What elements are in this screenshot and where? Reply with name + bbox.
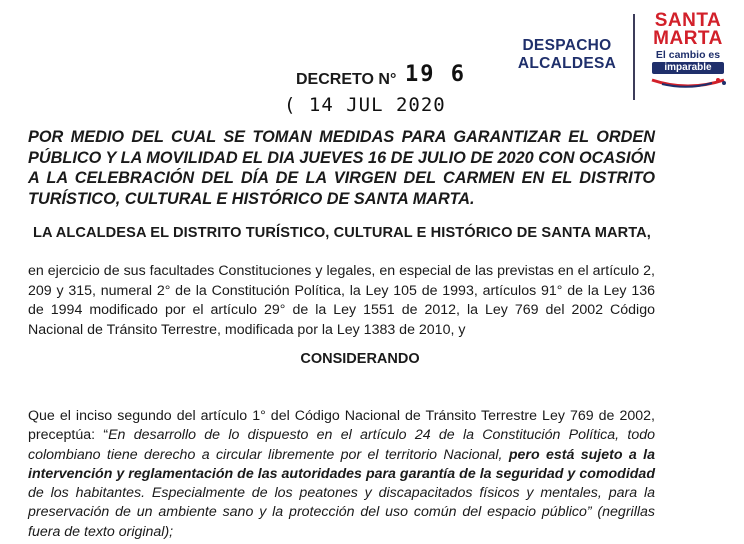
decreto-number: 19 6 (405, 62, 466, 87)
decreto-date-stamp: ( 14 JUL 2020 (284, 94, 446, 116)
decreto-label: DECRETO N° (296, 71, 397, 88)
p1-quote-bold: pero está sujeto a la intervención y reglamentación de las autoridades para garantía de la seguridad y comodidad (28, 446, 655, 482)
header-divider (633, 14, 635, 100)
despacho-line-2: ALCALDESA (517, 55, 617, 72)
logo-tagline-1: El cambio es (655, 49, 721, 61)
p1-quote-b: de los habitantes. Especialmente de los peatones y discapacitados físicos y mentales, para la preservación de un ambiente sano y la protección del uso común del espacio público” (28, 485, 655, 521)
p1-quote-a: En desarrollo de lo dispuesto en el artículo 24 de la Constitución Política, todo colombiano tiene derecho a circular libremente por el territorio Nacional, (28, 427, 656, 463)
logo-santa-text: SANTA (654, 10, 722, 31)
considerando-heading (0, 351, 744, 367)
considerando-paragraph-1 (28, 407, 655, 542)
despacho-alcaldesa-label (512, 37, 622, 73)
considerando-text: CONSIDERANDO (300, 351, 420, 367)
preamble-paragraph: en ejercicio de sus facultades Constituciones y legales, en especial de las previstas en el artículo 2, 209 y 315, numeral 2° de la Constitución Política, la Ley 105 de 1993, artículos 91° de la Ley 136 de 1994 modificado por el artículo 29° de la Ley 1551 de 2012, la Ley 769 del 2002 Código Nacional de Tránsito Terrestre, modificada por la Ley 1383 de 2010, y (28, 263, 655, 338)
santa-marta-logo (642, 12, 734, 104)
logo-tagline-2: imparable (652, 62, 724, 74)
p1-intro: Que el inciso segundo del artículo 1° del Código Nacional de Tránsito Terrestre Ley 769 de 2002, preceptúa: “ (28, 408, 655, 444)
logo-marta-text: MARTA (653, 28, 723, 49)
authority-heading: LA ALCALDESA EL DISTRITO TURÍSTICO, CULTURAL E HISTÓRICO DE SANTA MARTA, (33, 225, 651, 241)
logo-swoosh-icon (648, 76, 728, 90)
despacho-line-1: DESPACHO (522, 37, 612, 54)
p1-note: (negrillas fuera de texto original); (28, 504, 655, 540)
decree-title: POR MEDIO DEL CUAL SE TOMAN MEDIDAS PARA GARANTIZAR EL ORDEN PÚBLICO Y LA MOVILIDAD EL DIA JUEVES 16 DE JULIO DE 2020 CON OCASIÓN A LA CELEBRACIÓN DEL DÍA DE LA VIRGEN DEL CARMEN EN EL DISTRITO TURÍSTICO, CULTURAL E HISTÓRICO DE SANTA MARTA. (28, 128, 655, 208)
